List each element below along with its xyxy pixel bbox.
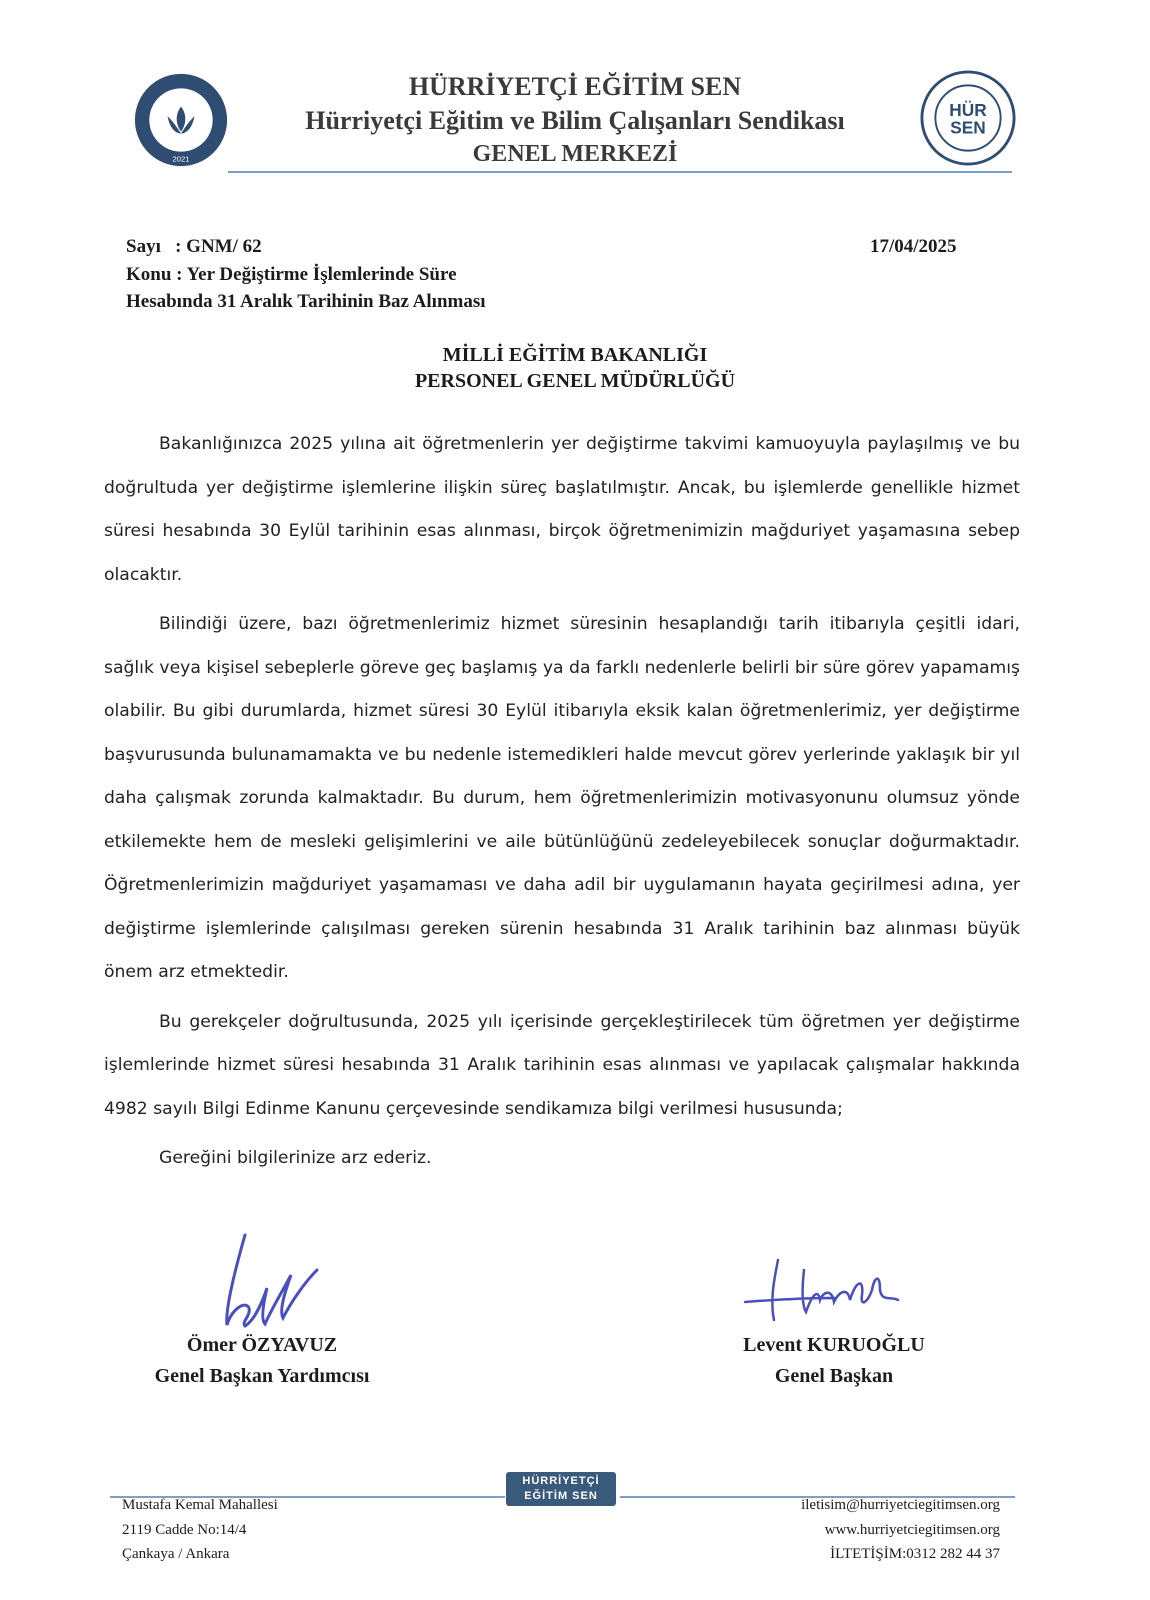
footer-phone: İLTETİŞİM:0312 282 44 37 bbox=[830, 1546, 1000, 1562]
footer-address-3: Çankaya / Ankara bbox=[122, 1546, 230, 1562]
left-logo-emblem-icon bbox=[133, 72, 229, 168]
footer-email-link[interactable]: iletisim@hurriyetciegitimsen.org bbox=[801, 1497, 1000, 1513]
subject-line-1: Konu : Yer Değiştirme İşlemlerinde Süre bbox=[126, 264, 457, 285]
footer-logo-line-1: HÜRRİYETÇİ bbox=[522, 1475, 600, 1487]
org-short-title: HÜRRİYETÇİ EĞİTİM SEN bbox=[408, 72, 742, 101]
document-date: 17/04/2025 bbox=[870, 236, 957, 257]
paragraph-1: Bakanlığınızca 2025 yılına ait öğretmenlerin yer değiştirme takvimi kamuoyuyla paylaşılmış ve bu doğrultuda yer değiştirme işlemlerine ilişkin süreç başlatılmıştır. Ancak, bu işlemlerde genellikle hizmet süresi hesabında 30 Eylül tarihinin esas alınması, birçok öğretmenimizin mağduriyet yaşamasına sebep olacaktır. bbox=[104, 434, 1020, 585]
signatory-1-name: Ömer ÖZYAVUZ bbox=[186, 1334, 338, 1356]
footer-website-link[interactable]: www.hurriyetciegitimsen.org bbox=[824, 1522, 1000, 1538]
footer-logo bbox=[506, 1472, 616, 1506]
addressee-line-2: PERSONEL GENEL MÜDÜRLÜĞÜ bbox=[414, 370, 736, 392]
signatory-2-name: Levent KURUOĞLU bbox=[743, 1334, 925, 1356]
org-full-title: Hürriyetçi Eğitim ve Bilim Çalışanları Sendikası bbox=[305, 106, 845, 135]
paragraph-2: Bilindiği üzere, bazı öğretmenlerimiz hizmet süresinin hesaplandığı tarih itibarıyla çeşitli idari, sağlık veya kişisel sebeplerle göreve geç başlamış ya da farklı nedenlerle belirli bir süre görev yapamamış olabilir. Bu gibi durumlarda, hizmet süresi 30 Eylül itibarıyla eksik kalan öğretmenlerimiz, yer değiştirme başvurusunda bulunamamakta ve bu nedenle istemedikleri halde mevcut görev yerlerinde yaklaşık bir yıl daha çalışmak zorunda kalmaktadır. Bu durum, hem öğretmenlerimizin motivasyonunu olumsuz yönde etkilemekte hem de mesleki gelişimlerini ve aile bütünlüğünü zedeleyebilecek sonuçlar doğurmaktadır. Öğretmenlerimizin mağduriyet yaşamaması ve daha adil bir uygulamanın hayata geçirilmesi adına, yer değiştirme işlemlerinde çalışılması gereken sürenin hesabında 31 Aralık tarihinin baz alınması büyük önem arz etmektedir. bbox=[104, 614, 1020, 982]
footer-address-2: 2119 Cadde No:14/4 bbox=[122, 1522, 247, 1538]
header-divider bbox=[228, 171, 1012, 173]
right-logo-hursen-icon bbox=[920, 70, 1016, 166]
logo-year: 2021 bbox=[172, 154, 190, 164]
footer-logo-line-2: EĞİTİM SEN bbox=[524, 1490, 598, 1502]
logo-hur: HÜR bbox=[949, 100, 987, 121]
document-number: Sayı : GNM/ 62 bbox=[126, 236, 262, 257]
signature-left-icon bbox=[205, 1230, 335, 1340]
letter-body bbox=[104, 423, 1020, 1187]
subject-line-2: Hesabında 31 Aralık Tarihinin Baz Alınması bbox=[126, 291, 486, 312]
signatory-2-title: Genel Başkan bbox=[774, 1365, 894, 1387]
paragraph-4: Gereğini bilgilerinize arz ederiz. bbox=[159, 1148, 432, 1168]
signatory-1-title: Genel Başkan Yardımcısı bbox=[154, 1365, 370, 1387]
footer-address-1: Mustafa Kemal Mahallesi bbox=[122, 1497, 278, 1513]
office-title: GENEL MERKEZİ bbox=[472, 141, 678, 167]
signature-right-icon bbox=[740, 1250, 940, 1330]
logo-sen: SEN bbox=[950, 117, 986, 138]
paragraph-3: Bu gerekçeler doğrultusunda, 2025 yılı içerisinde gerçekleştirilecek tüm öğretmen yer değiştirme işlemlerinde hizmet süresi hesabında 31 Aralık tarihinin esas alınması ve yapılacak çalışmalar hakkında 4982 sayılı Bilgi Edinme Kanunu çerçevesinde sendikamıza bilgi verilmesi hususunda; bbox=[104, 1011, 1020, 1119]
addressee-line-1: MİLLİ EĞİTİM BAKANLIĞI bbox=[442, 344, 708, 366]
